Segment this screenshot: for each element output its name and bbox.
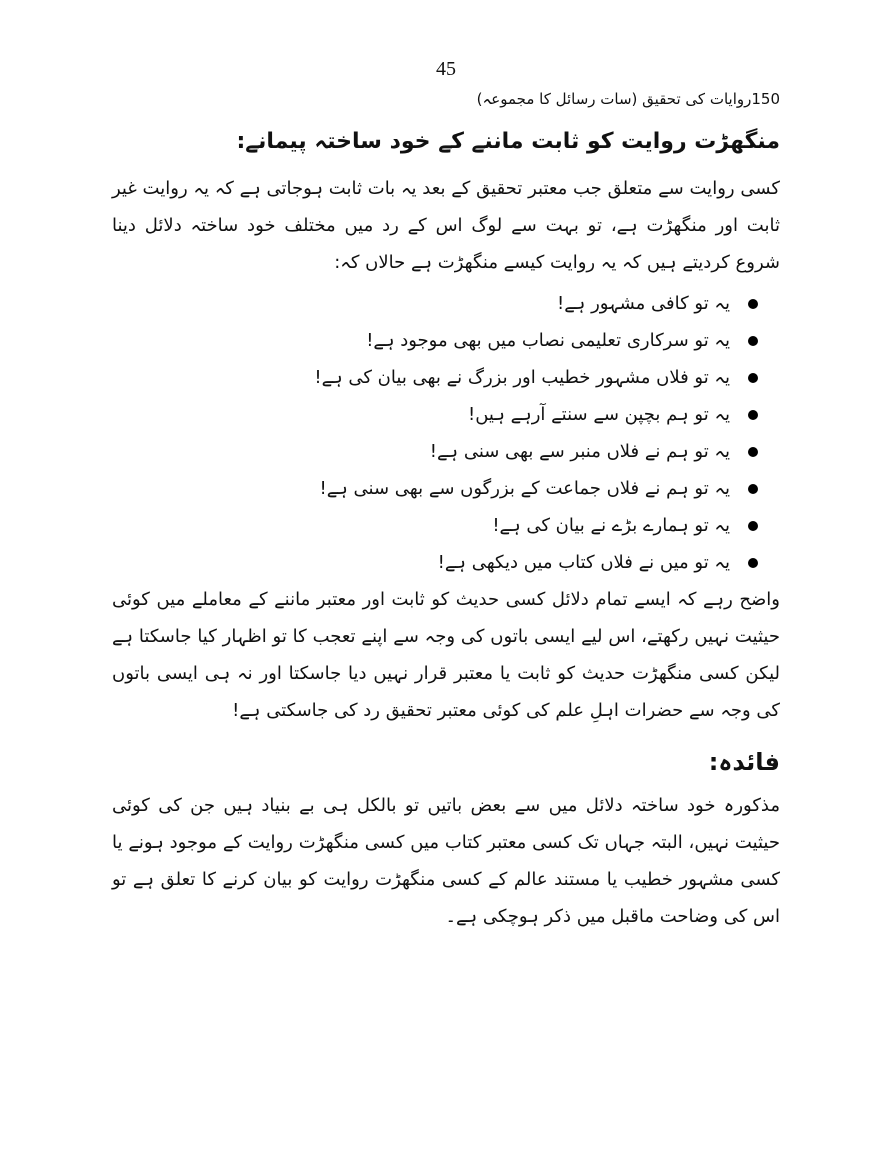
list-item-text: یہ تو ہمارے بڑے نے بیان کی ہے! [492,515,730,536]
list-item [112,433,780,470]
fayda-paragraph: مذکورہ خود ساختہ دلائل میں سے بعض باتیں تو بالکل ہی بے بنیاد ہیں جن کی کوئی حیثیت نہیں، البتہ جہاں تک کسی معتبر کتاب میں کسی منگھڑت روایت کے موجود ہونے یا کسی مشہور خطیب یا مستند عالم کے کسی منگھڑت روایت کو بیان کرنے کا تعلق ہے تو اس کی وضاحت ماقبل میں ذکر ہوچکی ہے۔ [112,795,780,927]
list-item [112,470,780,507]
list-item-text: یہ تو ہم بچپن سے سنتے آرہے ہیں! [467,404,730,425]
list-item-text: یہ تو فلاں مشہور خطیب اور بزرگ نے بھی بیان کی ہے! [314,367,730,388]
bullet-dot-icon [748,373,758,383]
section-heading: منگھڑت روایت کو ثابت ماننے کے خود ساختہ پیمانے: [236,129,780,154]
fayda-heading: فائدہ: [708,748,780,776]
list-item [112,359,780,396]
bullet-list [112,285,780,581]
list-item-text: یہ تو کافی مشہور ہے! [557,293,730,314]
list-item-text: یہ تو سرکاری تعلیمی نصاب میں بھی موجود ہے! [366,330,730,351]
list-item-text: یہ تو ہم نے فلاں جماعت کے بزرگوں سے بھی سنی ہے! [319,478,730,499]
bullet-dot-icon [748,521,758,531]
bullet-dot-icon [748,558,758,568]
list-item [112,544,780,581]
list-item [112,322,780,359]
list-item-text: یہ تو میں نے فلاں کتاب میں دیکھی ہے! [437,552,730,573]
intro-paragraph: کسی روایت سے متعلق جب معتبر تحقیق کے بعد یہ بات ثابت ہوجاتی ہے کہ یہ روایت غیر ثابت اور منگھڑت ہے، تو بہت سے لوگ اس کے رد میں مختلف خود ساختہ دلائل دینا شروع کردیتے ہیں کہ یہ روایت کیسے منگھڑت ہے حالاں کہ: [112,178,780,273]
bullet-dot-icon [748,484,758,494]
running-header: 150روایات کی تحقیق (سات رسائل کا مجموعہ) [476,90,780,108]
bullet-dot-icon [748,336,758,346]
bullet-dot-icon [748,299,758,309]
bullet-dot-icon [748,410,758,420]
list-item [112,507,780,544]
page-content [112,118,780,935]
list-item [112,396,780,433]
closing-paragraph: واضح رہے کہ ایسے تمام دلائل کسی حدیث کو ثابت اور معتبر ماننے کے معاملے میں کوئی حیثیت نہیں رکھتے، اس لیے ایسی باتوں کی وجہ سے اپنے تعجب کا تو اظہار کیا جاسکتا ہے لیکن کسی منگھڑت حدیث کو ثابت یا معتبر قرار نہیں دیا جاسکتا اور نہ ہی ایسی باتوں کی وجہ سے حضرات اہلِ علم کی کوئی معتبر تحقیق رد کی جاسکتی ہے! [112,589,780,721]
bullet-dot-icon [748,447,758,457]
page-number: 45 [436,58,456,80]
list-item-text: یہ تو ہم نے فلاں منبر سے بھی سنی ہے! [429,441,730,462]
list-item [112,285,780,322]
